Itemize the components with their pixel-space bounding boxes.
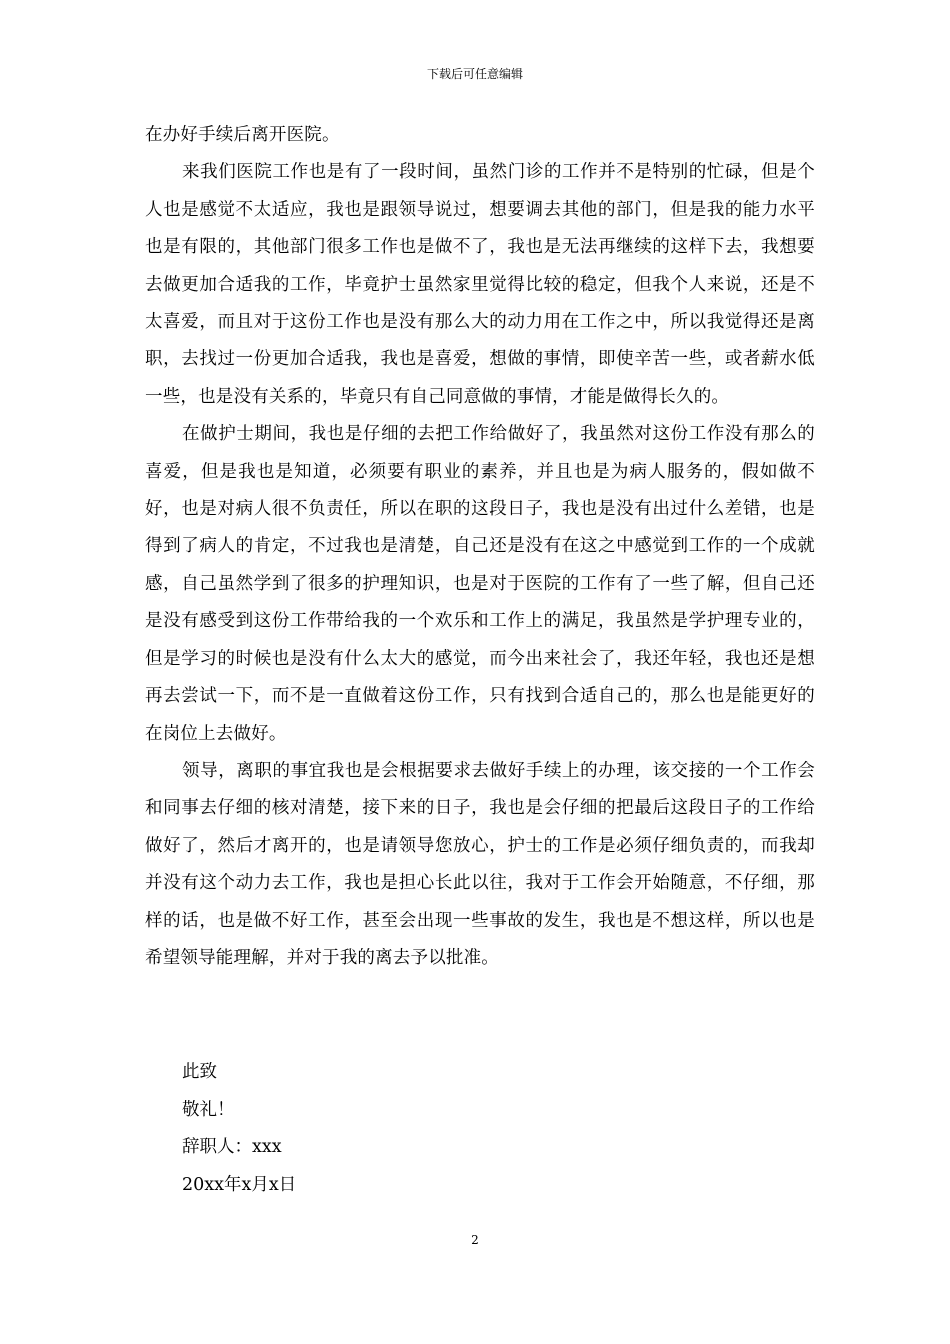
page-number: 2 — [471, 1233, 479, 1247]
page-header: 下载后可任意编辑 — [426, 67, 523, 81]
letter-body — [145, 117, 815, 977]
paragraph-1: 在办好手续后离开医院。 — [145, 125, 340, 145]
closing-signature: 辞职人：xxx — [182, 1137, 282, 1157]
paragraph-2: 来我们医院工作也是有了一段时间，虽然门诊的工作并不是特别的忙碌，但是个人也是感觉不太适应，我也是跟领导说过，想要调去其他的部门，但是我的能力水平也是有限的，其他部门很多工作也是做不了，我也是无法再继续的这样下去，我想要去做更加合适我的工作，毕竟护士虽然家里觉得比较的稳定，但我个人来说，还是不太喜爱，而且对于这份工作也是没有那么大的动力用在工作之中，所以我觉得还是离职，去找过一份更加合适我，我也是喜爱，想做的事情，即使辛苦一些，或者薪水低一些，也是没有关系的，毕竟只有自己同意做的事情，才能是做得长久的。 — [145, 162, 815, 407]
paragraph-4: 领导，离职的事宜我也是会根据要求去做好手续上的办理，该交接的一个工作会和同事去仔细的核对清楚，接下来的日子，我也是会仔细的把最后这段日子的工作给做好了，然后才离开的，也是请领导您放心，护士的工作是必须仔细负责的，而我却并没有这个动力去工作，我也是担心长此以往，我对于工作会开始随意，不仔细，那样的话，也是做不好工作，甚至会出现一些事故的发生，我也是不想这样，所以也是希望领导能理解，并对于我的离去予以批准。 — [145, 760, 815, 968]
closing-regards: 敬礼！ — [182, 1099, 235, 1120]
closing-salutation: 此致 — [182, 1062, 217, 1082]
letter-closing — [182, 1054, 296, 1204]
paragraph-3: 在做护士期间，我也是仔细的去把工作给做好了，我虽然对这份工作没有那么的喜爱，但是我也是知道，必须要有职业的素养，并且也是为病人服务的，假如做不好，也是对病人很不负责任，所以在职的这段日子，我也是没有出过什么差错，也是得到了病人的肯定，不过我也是清楚，自己还是没有在这之中感觉到工作的一个成就感，自己虽然学到了很多的护理知识，也是对于医院的工作有了一些了解，但自己还是没有感受到这份工作带给我的一个欢乐和工作上的满足，我虽然是学护理专业的，但是学习的时候也是没有什么太大的感觉，而今出来社会了，我还年轻，我也还是想再去尝试一下，而不是一直做着这份工作，只有找到合适自己的，那么也是能更好的在岗位上去做好。 — [145, 424, 815, 744]
closing-date: 20xx年x月x日 — [182, 1174, 297, 1195]
